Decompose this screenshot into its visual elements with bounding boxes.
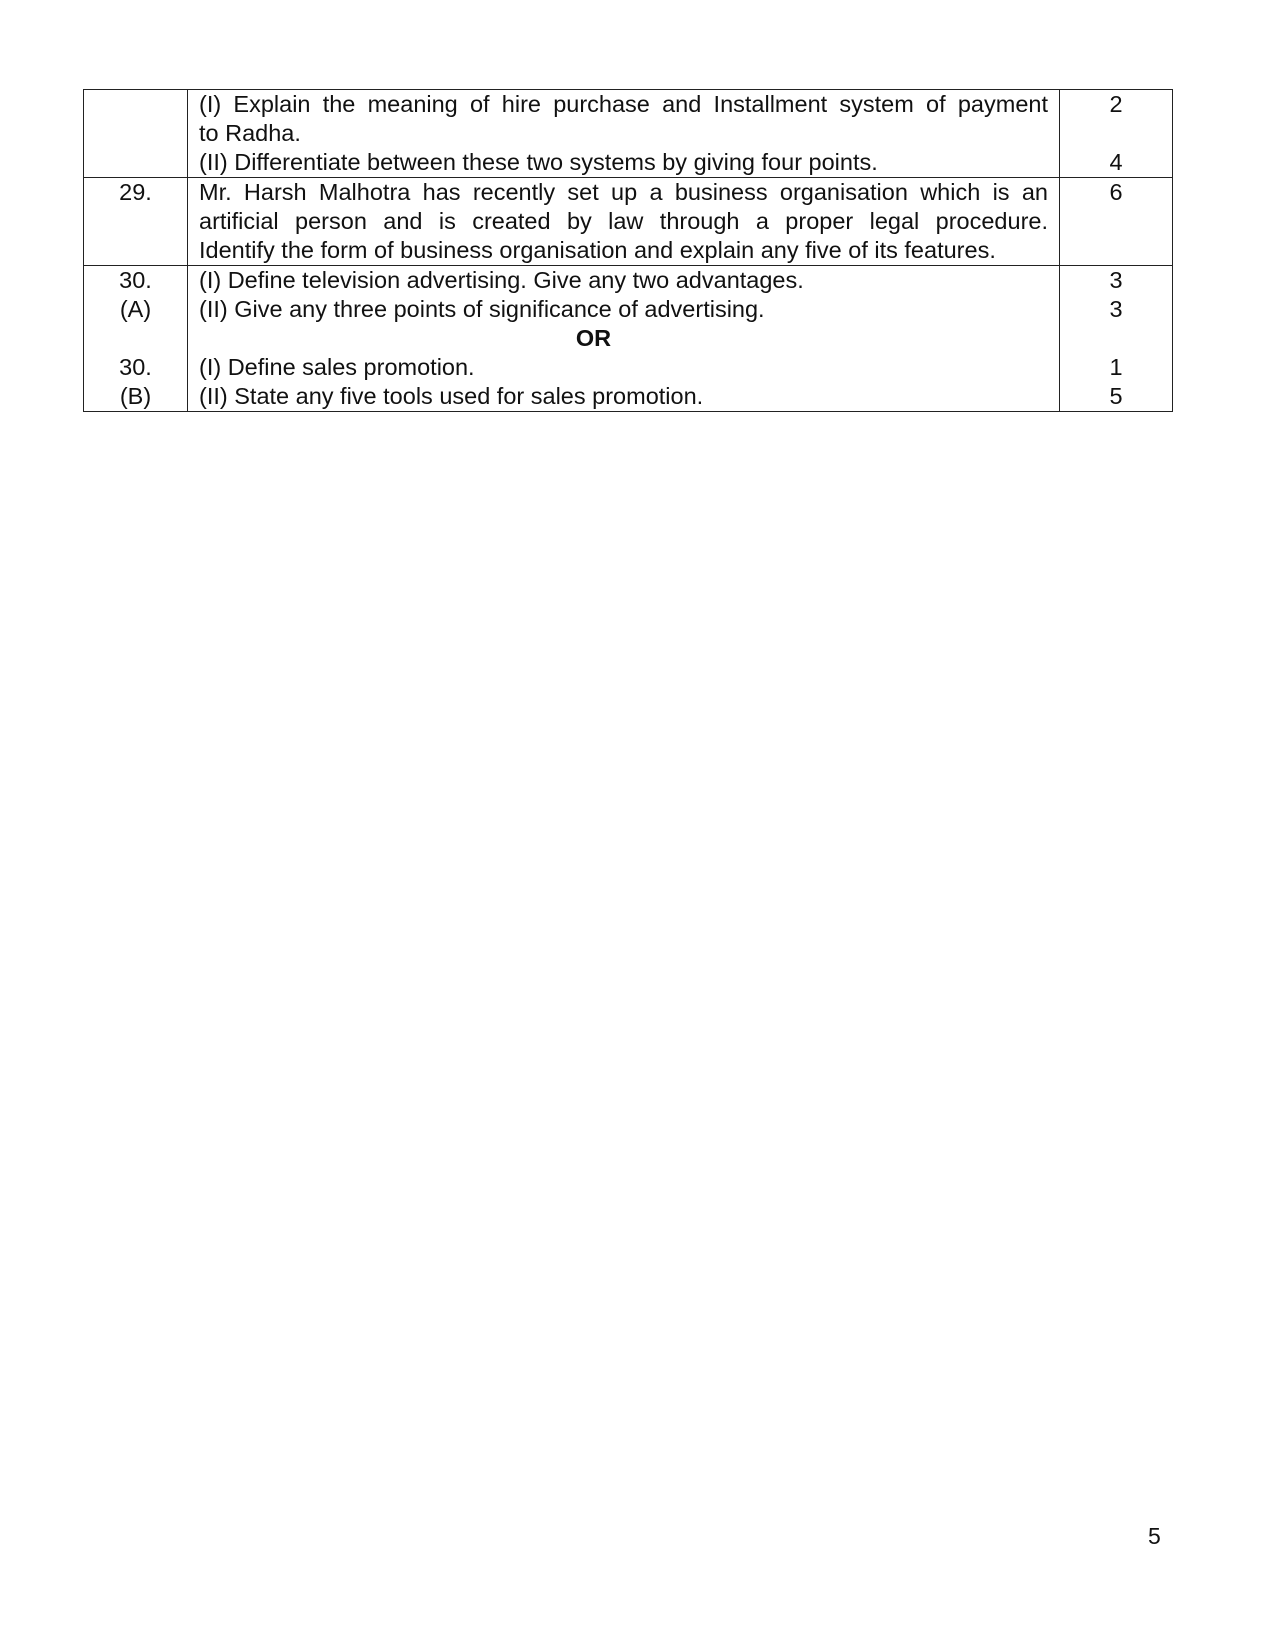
question-line: Identify the form of business organisation and explain any five of its features. — [199, 237, 996, 263]
marks-value: 3 — [1109, 267, 1123, 293]
marks-value: 2 — [1109, 91, 1123, 117]
question-number: 30. — [119, 354, 152, 380]
marks-value — [1060, 119, 1172, 148]
question-table — [83, 89, 1173, 412]
question-line: to Radha. — [199, 120, 301, 146]
question-subpart: (A) — [119, 296, 152, 322]
marks-value: 6 — [1109, 179, 1123, 205]
page-number: 5 — [1148, 1523, 1161, 1549]
table-row — [84, 266, 1173, 412]
marks-cell — [1060, 90, 1173, 178]
marks-value: 1 — [1109, 354, 1123, 380]
question-text-cell — [188, 90, 1060, 178]
marks-value: 3 — [1109, 296, 1123, 322]
table-row — [84, 90, 1173, 178]
question-line: (II) Give any three points of significance of advertising. — [199, 296, 765, 322]
question-line: artificial person and is created by law through a proper legal procedure. — [199, 208, 1048, 234]
question-number-cell — [84, 266, 188, 412]
marks-value — [1060, 324, 1172, 353]
marks-cell — [1060, 266, 1173, 412]
question-line: (II) State any five tools used for sales promotion. — [199, 383, 704, 409]
question-line: Mr. Harsh Malhotra has recently set up a business organisation which is an — [199, 179, 1048, 205]
marks-cell — [1060, 178, 1173, 266]
question-number-spacer — [84, 324, 187, 353]
marks-value: 4 — [1109, 149, 1123, 175]
or-separator: OR — [575, 325, 612, 351]
question-number-cell — [84, 178, 188, 266]
question-line: (II) Differentiate between these two systems by giving four points. — [199, 149, 878, 175]
question-text-cell — [188, 178, 1060, 266]
question-line: (I) Define television advertising. Give any two advantages. — [199, 267, 804, 293]
question-number-cell — [84, 90, 188, 178]
question-number — [84, 90, 187, 119]
question-line: (I) Explain the meaning of hire purchase and Installment system of payment — [199, 91, 1048, 117]
question-subpart: (B) — [119, 383, 152, 409]
table-row — [84, 178, 1173, 266]
question-text-cell — [188, 266, 1060, 412]
question-line: (I) Define sales promotion. — [199, 354, 475, 380]
question-number: 29. — [119, 179, 152, 205]
marks-value: 5 — [1109, 383, 1123, 409]
question-number: 30. — [119, 267, 152, 293]
